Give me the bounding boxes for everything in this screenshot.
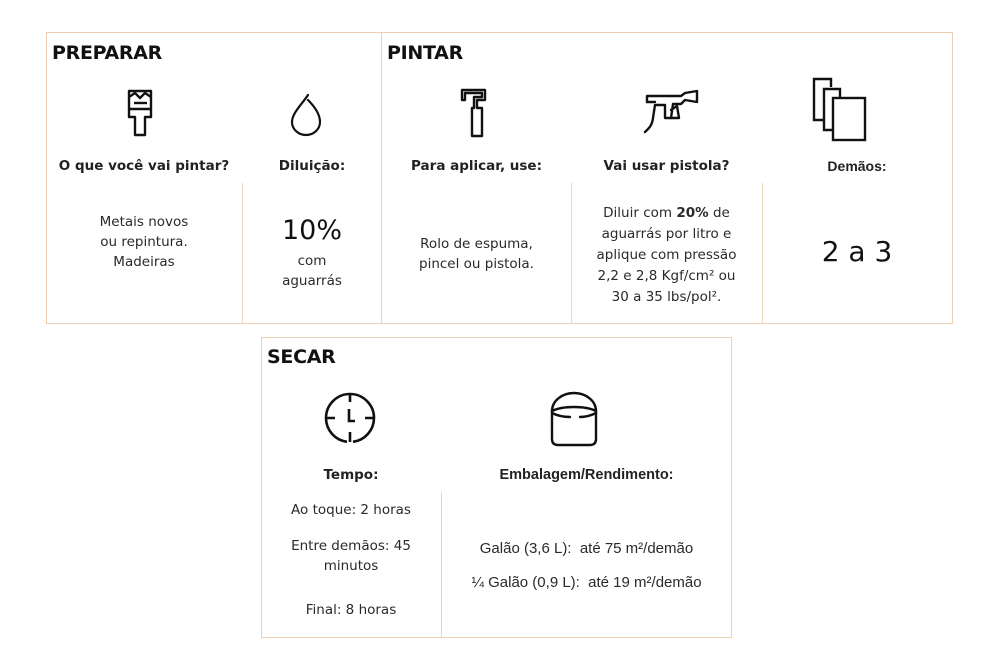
- value-line: Ao toque: 2 horas: [291, 502, 411, 518]
- paint-roller-icon: [460, 88, 488, 142]
- value-diluicao: [242, 215, 382, 291]
- label-diluicao: Diluição:: [278, 158, 346, 174]
- value-line: com: [297, 253, 327, 269]
- dilution-percent: 10%: [281, 215, 342, 246]
- paint-can-icon: [550, 391, 598, 451]
- value-line: 2,2 e 2,8 Kgf/cm² ou: [597, 268, 736, 284]
- value-line: Final: 8 horas: [305, 602, 397, 618]
- section-title-secar: SECAR: [267, 346, 336, 368]
- value-line: 30 a 35 lbs/pol².: [611, 289, 722, 305]
- value-vai-usar-pistola: [571, 203, 762, 308]
- value-line: ¼ Galão (0,9 L): até 19 m²/demão: [471, 574, 702, 591]
- bold-percent: 20%: [676, 205, 709, 221]
- text: Diluir com: [603, 205, 677, 221]
- value-demaos: 2 a 3: [821, 235, 893, 268]
- value-embalagem-rendimento: [441, 537, 732, 595]
- value-para-aplicar: [382, 234, 571, 274]
- value-line: pincel ou pistola.: [419, 256, 534, 272]
- label-tempo: Tempo:: [323, 467, 379, 483]
- drop-icon: [289, 93, 323, 141]
- value-line: minutos: [323, 558, 379, 574]
- label-o-que-vai-pintar: O que você vai pintar?: [58, 158, 230, 174]
- value-tempo: [261, 500, 441, 620]
- value-line: [571, 203, 762, 224]
- label-demaos: Demãos:: [827, 158, 887, 174]
- value-line: aguarrás por litro e: [601, 226, 732, 242]
- value-line: Madeiras: [113, 254, 175, 270]
- section-title-preparar: PREPARAR: [52, 42, 162, 64]
- paint-brush-icon: [127, 89, 153, 141]
- value-line: Rolo de espuma,: [420, 236, 533, 252]
- spray-gun-icon: [643, 88, 699, 138]
- label-vai-usar-pistola: Vai usar pistola?: [603, 158, 730, 174]
- pages-stack-icon: [811, 76, 869, 146]
- value-line: aplique com pressão: [596, 247, 737, 263]
- value-line: Metais novos: [99, 214, 189, 230]
- text: de: [708, 205, 730, 221]
- section-title-pintar: PINTAR: [387, 42, 463, 64]
- value-line: Galão (3,6 L): até 75 m²/demão: [479, 540, 694, 557]
- label-embalagem-rendimento: Embalagem/Rendimento:: [499, 467, 674, 483]
- clock-icon: [324, 392, 376, 448]
- value-o-que-vai-pintar: [46, 212, 242, 272]
- value-line: ou repintura.: [100, 234, 188, 250]
- label-para-aplicar: Para aplicar, use:: [411, 158, 542, 174]
- value-line: Entre demãos: 45: [291, 538, 411, 554]
- value-line: aguarrás: [282, 273, 342, 289]
